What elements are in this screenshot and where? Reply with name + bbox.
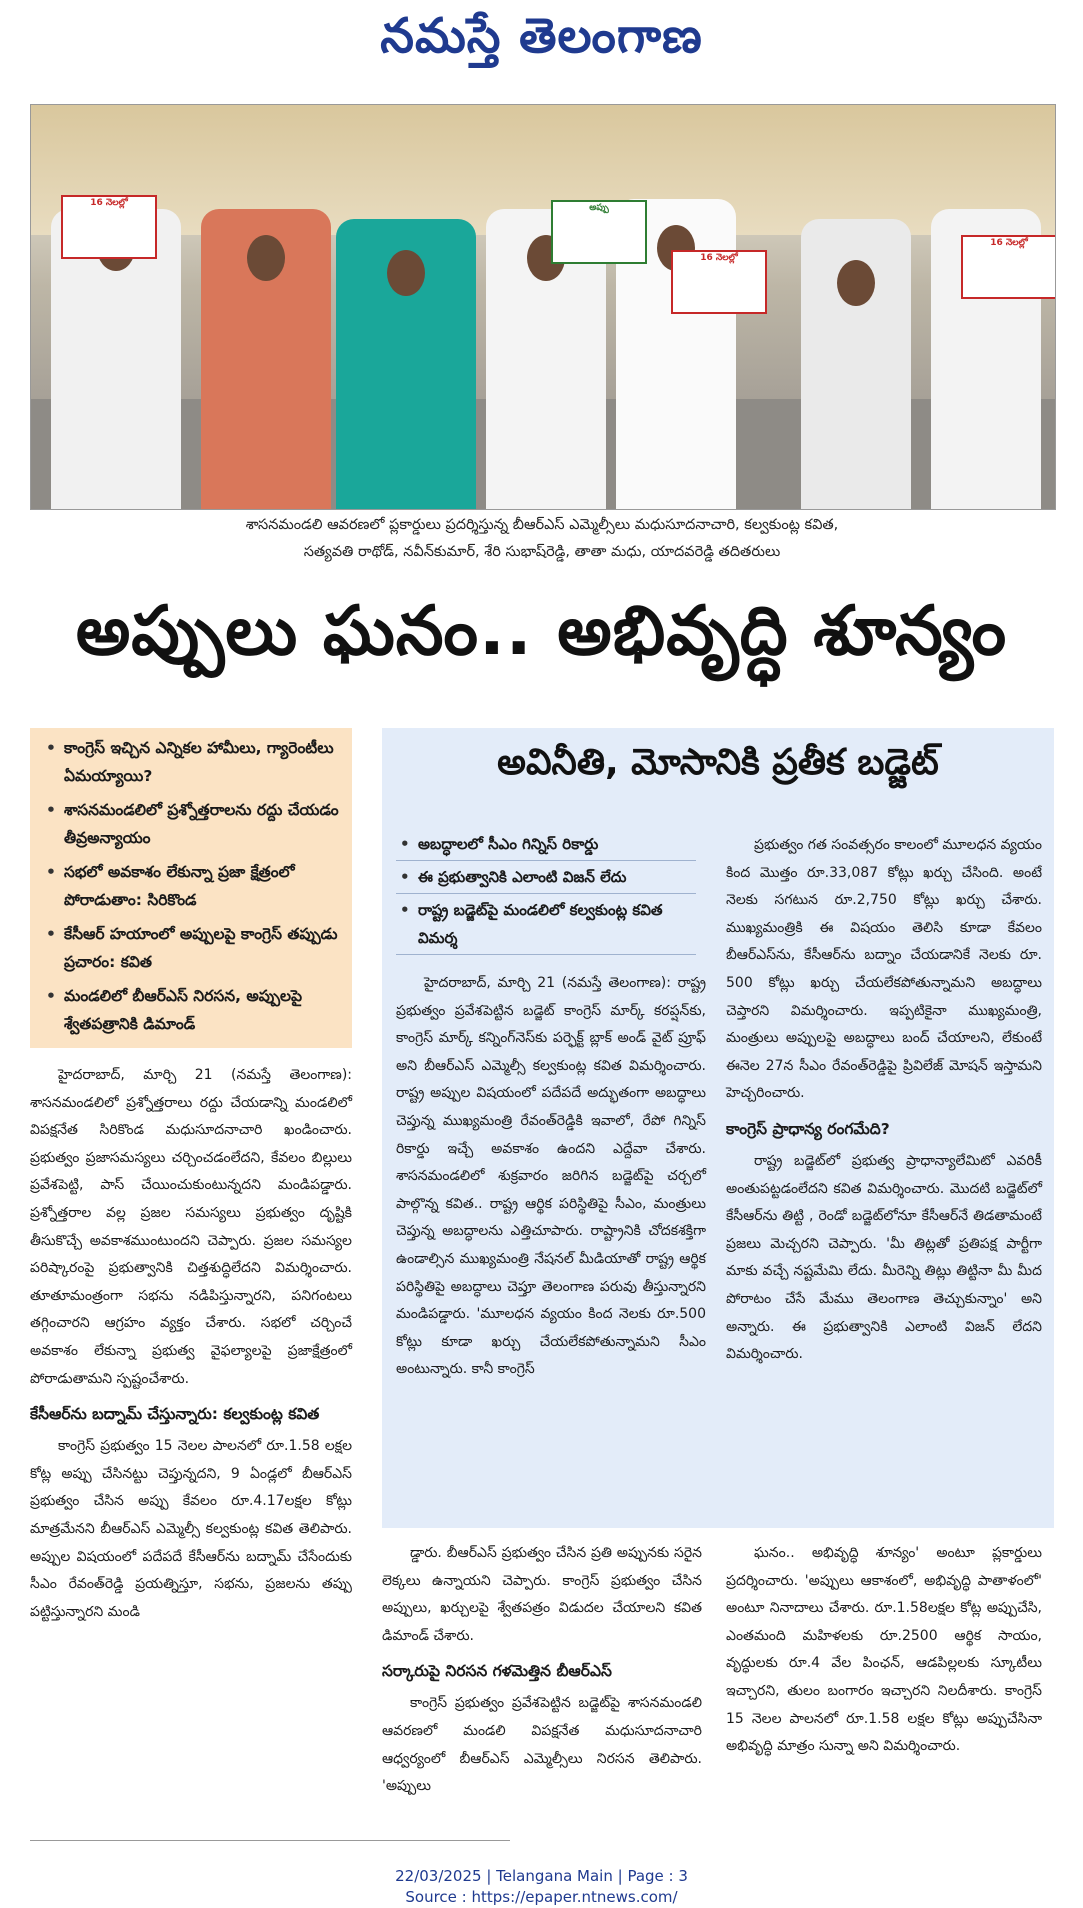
photo-placard: 16 నెలల్లో xyxy=(961,235,1056,299)
footer-divider xyxy=(30,1840,510,1841)
highlight-item: • కాంగ్రెస్ ఇచ్చిన ఎన్నికల హామీలు, గ్యారెంటీలు ఏమయ్యాయి? xyxy=(42,734,340,790)
highlight-item: • ఈ ప్రభుత్వానికి ఎలాంటి విజన్ లేదు xyxy=(396,863,696,894)
paragraph: హైదరాబాద్, మార్చి 21 (నమస్తే తెలంగాణ): రాష్ట్ర ప్రభుత్వం ప్రవేశపెట్టిన బడ్జెట్ కాంగ్రెస్ మార్క్ కరప్షన్‌కు, కాంగ్రెస్ మార్క్ కన్నింగ్‌నెస్‌కు పర్ఫెక్ట్ బ్లాక్ అండ్ వైట్ ప్రూఫ్ అని బీఆర్ఎస్ ఎమ్మెల్సీ కల్వకుంట్ల కవిత విమర్శించారు. రాష్ట్ర అప్పుల విషయంలో పదేపదే అద్భుతంగా అబద్ధాలు చెప్తున్న ముఖ్యమంత్రి రేవంత్‌రెడ్డికి ఇవాలో, రేపో గిన్నిస్ రికార్డు ఇచ్చే అవకాశం ఉందని ఎద్దేవా చేశారు. శాసనమండలిలో శుక్రవారం జరిగిన బడ్జెట్‌పై చర్చలో పాల్గొన్న కవిత.. రాష్ట్ర ఆర్థిక పరిస్థితిపై సీఎం, మంత్రులు చెప్తున్న అబద్ధాలను ఎత్తిచూపారు. రాష్ట్రానికి చోదకశక్తిగా ఉండాల్సిన ముఖ్యమంత్రి నేషనల్ మీడియాతో రాష్ట్ర ఆర్థిక పరిస్థితిపై అబద్ధాలు చెప్తూ తెలంగాణ పరువు తీస్తున్నారని మండిపడ్డారు. 'మూలధన వ్యయం కింద నెలకు రూ.500 కోట్లు కూడా ఖర్చు చేయలేకపోతున్నామని సీఎం అంటున్నారు. కానీ కాంగ్రెస్ xyxy=(396,975,706,1378)
section-subtitle: కేసీఆర్‌ను బద్నామ్ చేస్తున్నారు: కల్వకుంట్ల కవిత xyxy=(30,1405,320,1424)
paragraph: కాంగ్రెస్ ప్రభుత్వం 15 నెలల పాలనలో రూ.1.58 లక్షల కోట్ల అప్పు చేసినట్టు చెప్తున్నదని, 9 ఏండ్లలో బీఆర్ఎస్ ప్రభుత్వం చేసిన అప్పు కేవలం రూ.4.17లక్షల కోట్లు మాత్రమేనని బీఆర్ఎస్ ఎమ్మెల్సీ కల్వకుంట్ల కవిత తెలిపారు. అప్పుల విషయంలో పదేపదే కేసీఆర్‌ను బద్నామ్ చేసేందుకు సీఎం రేవంత్‌రెడ్డి ప్రయత్నిస్తూ, సభను, ప్రజలను తప్పు పట్టిస్తున్నారని మండి xyxy=(30,1438,352,1620)
photo-head xyxy=(387,250,425,296)
sub-headline: అవినీతి, మోసానికి ప్రతీక బడ్జెట్ xyxy=(497,742,939,783)
caption-line: సత్యవతి రాథోడ్, నవీన్‌కుమార్, శేరి సుభాష్‌రెడ్డి, తాతా మధు, యాదవరెడ్డి తదితరులు xyxy=(303,544,781,560)
footer-source: Source : https://epaper.ntnews.com/ xyxy=(405,1888,678,1906)
story-mid-column xyxy=(396,970,706,1384)
highlight-item: • అబద్ధాలలో సీఎం గిన్నిస్ రికార్డు xyxy=(396,830,696,861)
paragraph: ప్రభుత్వం గత సంవత్సరం కాలంలో మూలధన వ్యయం కింద మొత్తం రూ.33,087 కోట్లు ఖర్చు చేసింది. అంటే నెలకు సగటున రూ.2,750 కోట్లు ఖర్చు చేశారు. ముఖ్యమంత్రికి ఈ విషయం తెలిసి కూడా కేవలం బీఆర్ఎస్‌ను, కేసీఆర్‌ను బద్నాం చేయడానికే నెలకు రూ. 500 కోట్లు ఖర్చు చేయలేకపోతున్నామని అబద్ధాలు చెప్తారని విమర్శించారు. ఇప్పటికైనా ముఖ్యమంత్రి, మంత్రులు అప్పులపై అబద్ధాలు బంద్ చేయాలని, లేకుంటే ఈనెల 27న సీఎం రేవంత్‌రెడ్డిపై ప్రివిలేజ్ మోషన్ ఇస్తామని హెచ్చరించారు. xyxy=(726,837,1042,1102)
caption-line: శాసనమండలి ఆవరణలో ప్లకార్డులు ప్రదర్శిస్తున్న బీఆర్ఎస్ ఎమ్మెల్సీలు మధుసూదనాచారి, కల్వకుంట్ల కవిత, xyxy=(245,517,839,533)
footer xyxy=(0,1866,1083,1908)
highlight-item: • రాష్ట్ర బడ్జెట్‌పై మండలిలో కల్వకుంట్ల కవిత విమర్శ xyxy=(396,896,696,955)
story-left-column xyxy=(30,1062,352,1626)
bottom-mid-column xyxy=(382,1540,702,1801)
footer-edition: 22/03/2025 | Telangana Main | Page : 3 xyxy=(395,1867,688,1885)
section-subtitle: సర్కారుపై నిరసన గళమెత్తిన బీఆర్ఎస్ xyxy=(382,1662,612,1681)
highlight-item: • మండలిలో బీఆర్ఎస్ నిరసన, అప్పులపై శ్వేతపత్రానికి డిమాండ్ xyxy=(42,982,340,1038)
highlight-item: • కేసీఆర్ హయాంలో అప్పులపై కాంగ్రెస్ తప్పుడు ప్రచారం: కవిత xyxy=(42,920,340,976)
section-subtitle: కాంగ్రెస్ ప్రాధాన్య రంగమేది? xyxy=(726,1119,890,1138)
photo-placard: అప్పు xyxy=(551,200,647,264)
photo-placard: 16 నెలల్లో xyxy=(671,250,767,314)
bottom-right-column xyxy=(726,1540,1042,1761)
news-photo xyxy=(30,104,1056,510)
photo-placard: 16 నెలల్లో xyxy=(61,195,157,259)
main-headline: అప్పులు ఘనం.. అభివృద్ధి శూన్యం xyxy=(75,592,1008,671)
paragraph: కాంగ్రెస్ ప్రభుత్వం ప్రవేశపెట్టిన బడ్జెట్‌పై శాసనమండలి ఆవరణలో మండలి విపక్షనేత మధుసూదనాచారి ఆధ్వర్యంలో బీఆర్ఎస్ ఎమ్మెల్సీలు నిరసన తెలిపారు. 'అప్పులు xyxy=(382,1695,702,1795)
highlight-item: • శాసనమండలిలో ప్రశ్నోత్తరాలను రద్దు చేయడం తీవ్రఅన్యాయం xyxy=(42,796,340,852)
paragraph: రాష్ట్ర బడ్జెట్‌లో ప్రభుత్వ ప్రాధాన్యాలేమిటో ఎవరికీ అంతుపట్టడంలేదని కవిత విమర్శించారు. మొదటి బడ్జెట్‌లో కేసీఆర్‌ను తిట్టి , రెండో బడ్జెట్‌లోనూ కేసీఆర్‌నే తిడతామంటే ప్రజలు మెచ్చరని చెప్పారు. 'మీ తిట్లతో ప్రతిపక్ష పార్టీగా మాకు వచ్చే నష్టమేమి లేదు. మీరెన్ని తిట్లు తిట్టినా మీ మీద పోరాటం చేసే మేము తెలంగాణ తెచ్చుకున్నాం' అని అన్నారు. ఈ ప్రభుత్వానికి ఎలాంటి విజన్ లేదని విమర్శించారు. xyxy=(726,1152,1042,1363)
highlight-item: • సభలో అవకాశం లేకున్నా ప్రజా క్షేత్రంలో పోరాడుతాం: సిరికొండ xyxy=(42,858,340,914)
photo-head xyxy=(247,235,285,281)
story-right-column xyxy=(726,832,1042,1369)
paragraph: హైదరాబాద్, మార్చి 21 (నమస్తే తెలంగాణ): శాసనమండలిలో ప్రశ్నోత్తరాలు రద్దు చేయడాన్ని మండలిలో విపక్షనేత సిరికొండ మధుసూదనాచారి ఖండించారు. ప్రభుత్వం ప్రజాసమస్యలు చర్చించడంలేదని, కేవలం బిల్లులు ప్రవేశపెట్టి, పాస్ చేయించుకుంటున్నదని మండిపడ్డారు. ప్రశ్నోత్తరాల వల్ల ప్రజల సమస్యలు ప్రభుత్వం దృష్టికి తీసుకొచ్చే అవకాశముంటుందని చెప్పారు. ప్రజల సమస్యల పరిష్కారంపై ప్రభుత్వానికి చిత్తశుద్ధిలేదని విమర్శించారు. తూతూమంత్రంగా సభను నడిపిస్తున్నారని, పనిగంటలు తగ్గించారని ఆగ్రహం వ్యక్తం చేశారు. సభలో చర్చించే అవకాశం లేకున్నా ప్రభుత్వ వైఫల్యాలపై ప్రజాక్షేత్రంలో పోరాడుతామని స్పష్టంచేశారు. xyxy=(30,1067,352,1387)
paragraph: డ్డారు. బీఆర్ఎస్ ప్రభుత్వం చేసిన ప్రతి అప్పునకు సరైన లెక్కలు ఉన్నాయని చెప్పారు. కాంగ్రెస్ ప్రభుత్వం చేసిన అప్పులు, ఖర్చులపై శ్వేతపత్రం విడుదల చేయాలని కవిత డిమాండ్ చేశారు. xyxy=(382,1545,702,1644)
masthead: నమస్తే తెలంగాణ xyxy=(380,8,703,64)
photo-head xyxy=(837,260,875,306)
left-highlights-box xyxy=(30,728,352,1048)
paragraph: ఘనం.. అభివృద్ధి శూన్యం' అంటూ ప్లకార్డులు ప్రదర్శించారు. 'అప్పులు ఆకాశంలో, అభివృద్ధి పాతాళంలో' అంటూ నినాదాలు చేశారు. రూ.1.58లక్షల కోట్ల అప్పుచేసి, ఎంతమంది మహిళలకు రూ.2500 ఆర్థిక సాయం, వృద్ధులకు రూ.4 వేల పింఛన్, ఆడపిల్లలకు స్కూటీలు ఇచ్చారని, తులం బంగారం ఇచ్చారని నిలదీశారు. కాంగ్రెస్ 15 నెలల పాలనలో రూ.1.58 లక్షల కోట్లు అప్పుచేసినా అభివృద్ధి మాత్రం సున్నా అని విమర్శించారు. xyxy=(726,1545,1042,1755)
blue-highlights xyxy=(396,830,696,957)
photo-caption xyxy=(30,512,1054,566)
